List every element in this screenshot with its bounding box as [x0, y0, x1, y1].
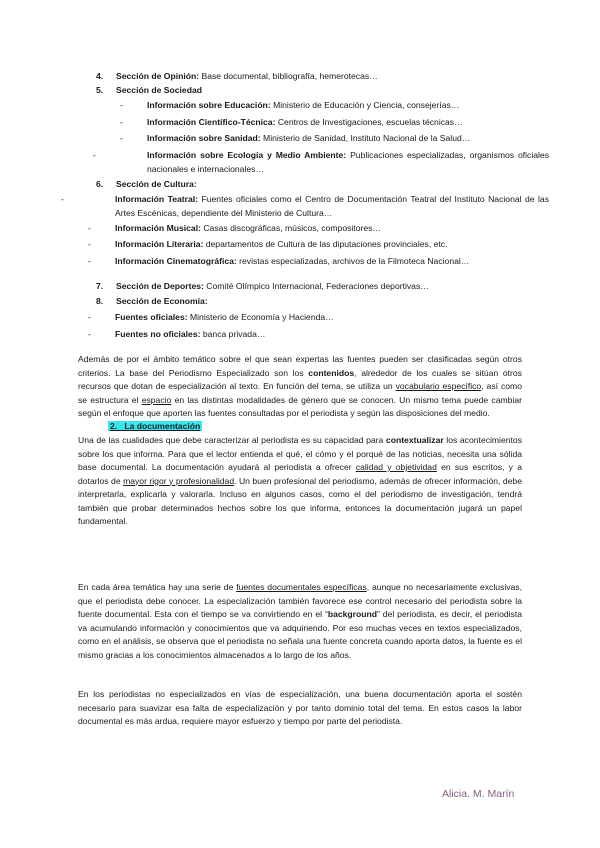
- paragraph-text: , aunque no necesariamente exclusivas, que el periodista debe conocer. La especialización también favorece ese control necesario del periodista sobre la fuente documental. Esta con el tiempo se va convirtiendo en el “: [78, 582, 522, 619]
- sub-item-cientifico-tecnica: [120, 116, 520, 130]
- list-item-seccion-opinion: [96, 70, 526, 84]
- sub-item-title: Información Musical:: [115, 223, 201, 233]
- paragraph-clasificacion-fuentes: [78, 353, 522, 421]
- dash-bullet: -: [88, 312, 91, 322]
- sub-item-text: Centros de Investigaciones, escuelas técnicas…: [275, 117, 463, 127]
- keyword-contenidos: contenidos: [308, 367, 355, 378]
- sub-item-fuentes-no-oficiales: [88, 328, 522, 342]
- sub-item-title: Información Cinematográfica:: [115, 256, 237, 266]
- heading-text: 2. La documentación: [110, 421, 201, 431]
- list-number: 4.: [96, 71, 104, 81]
- sub-item-text: Fuentes oficiales como el Centro de Documentación Teatral del Instituto Nacional de las Artes Escénicas, dependiente del Ministerio de Cultura…: [115, 194, 549, 218]
- list-item-title: Sección de Opinión:: [116, 71, 200, 81]
- paragraph-text: los acontecimientos sobre los que informa. Para que el lector entienda el qué, el cómo y el porqué de las noticias, necesita una sólida base documental. La documentación ayudará al periodista a ofrecer: [78, 435, 522, 472]
- sub-item-musical: [88, 222, 522, 236]
- list-item-text: Comité Olímpico Internacional, Federaciones deportivas…: [203, 281, 429, 291]
- keyword-vocabulario: vocabulario específico: [395, 381, 482, 391]
- list-item-seccion-deportes: [96, 280, 526, 294]
- sub-item-title: Información sobre Sanidad:: [147, 133, 261, 143]
- sub-item-text: Publicaciones especializadas, organismos oficiales nacionales e internacionales…: [147, 150, 549, 174]
- sub-item-title: Fuentes oficiales:: [115, 312, 188, 322]
- keyword-contextualizar: contextualizar: [385, 435, 444, 445]
- sub-item-literaria: [88, 238, 522, 252]
- list-item-text: Base documental, bibliografía, hemerotecas…: [199, 71, 378, 81]
- list-item-seccion-economia: [96, 295, 526, 309]
- sub-item-educacion: [120, 99, 520, 113]
- dash-bullet: -: [88, 329, 91, 339]
- sub-item-title: Información sobre Ecología y Medio Ambiente:: [147, 150, 347, 160]
- list-item-seccion-sociedad: [96, 84, 526, 98]
- paragraph-text: En cada área temática hay una serie de: [78, 582, 237, 592]
- sub-item-fuentes-oficiales: [88, 311, 522, 325]
- sub-item-text: revistas especializadas, archivos de la Filmoteca Nacional…: [236, 256, 470, 266]
- author-footer: Alicia. M. Marín: [442, 788, 515, 800]
- paragraph-fuentes-documentales: [78, 581, 522, 662]
- keyword-fuentes-documentales: fuentes documentales específicas: [236, 582, 367, 592]
- list-item-title: Sección de Cultura:: [116, 179, 197, 189]
- section-heading: [108, 420, 408, 434]
- paragraph-text: Además de por el ámbito temático sobre el que sean expertas las fuentes pueden ser clasificadas según otros criterios. La base del Periodismo Especializado son los: [78, 354, 522, 378]
- sub-item-teatral: [61, 193, 549, 220]
- sub-item-text: departamentos de Cultura de las diputaciones provinciales, etc.: [203, 239, 448, 249]
- sub-item-title: Información Científico-Técnica:: [147, 117, 276, 127]
- dash-bullet: -: [88, 223, 91, 233]
- dash-bullet: -: [88, 239, 91, 249]
- dash-bullet: -: [88, 256, 91, 266]
- dash-bullet: -: [120, 117, 123, 127]
- list-item-seccion-cultura: [96, 178, 526, 192]
- paragraph-text: , así como se estructura el: [78, 381, 522, 405]
- dash-bullet: -: [93, 150, 96, 160]
- paragraph-text: ” del periodista, es decir, el periodista va acumulando información y conocimientos que va adquiriendo. Por eso muchas veces en textos especializados, como en el análisis, se observa que el periodista no señala una fuente concreta cuando aporta datos, la fuente es el mismo gracias a los conocimientos almacenados a lo largo de los años.: [78, 609, 523, 660]
- sub-item-text: banca privada…: [200, 329, 266, 339]
- paragraph-text: en sus escritos, y a dotarlos de: [78, 462, 522, 486]
- paragraph-text: , alrededor de los cuales se sitúan otros recursos que dotan de especialización al texto. En función del tema, se utiliza un: [78, 367, 522, 391]
- sub-item-text: Ministerio de Sanidad, Instituto Nacional de la Salud…: [260, 133, 471, 143]
- paragraph-text: En los periodistas no especializados en vías de especialización, una buena documentación aporta el sostén necesario para suavizar esa falta de especialización y por tanto dominio total del tema. En estos casos la labor documental es más ardua, requiere mayor esfuerzo y tiempo por parte del periodista.: [78, 689, 522, 726]
- dash-bullet: -: [61, 194, 64, 204]
- list-number: 7.: [96, 281, 104, 291]
- keyword-rigor: mayor rigor y profesionalidad: [123, 475, 235, 486]
- paragraph-text: . Un buen profesional del periodismo, además de ofrecer información, debe interpretarla, explicarla y valorarla. Incluso en algunos casos, como el del periodismo de investigación, tendrá también que probar determinados hechos sobre los que informa, entonces la documentación jugará un papel fundamental.: [78, 475, 522, 526]
- sub-item-title: Fuentes no oficiales:: [115, 329, 201, 339]
- paragraph-no-especializados: [78, 688, 522, 729]
- sub-item-title: Información Literaria:: [115, 239, 204, 249]
- list-number: 8.: [96, 296, 104, 306]
- dash-bullet: -: [120, 133, 123, 143]
- paragraph-documentacion: [78, 434, 522, 529]
- paragraph-text: Una de las cualidades que debe caracterizar al periodista es su capacidad para: [78, 435, 386, 445]
- sub-item-title: Información sobre Educación:: [147, 100, 271, 110]
- sub-item-cinematografica: [88, 255, 522, 269]
- list-number: 6.: [96, 179, 104, 189]
- keyword-espacio: espacio: [141, 394, 172, 405]
- sub-item-text: Casas discográficas, músicos, compositores…: [200, 223, 382, 233]
- list-item-title: Sección de Deportes:: [116, 281, 204, 291]
- keyword-background: background: [327, 609, 378, 619]
- list-number: 5.: [96, 85, 104, 95]
- paragraph-text: en las distintas modalidades de género que se conocen. Un mismo tema puede cambiar según el enfoque que aporten las fuentes consultadas por el periodista y según las disposiciones del medio.: [78, 394, 522, 418]
- list-item-title: Sección de Economía:: [116, 296, 208, 306]
- sub-item-text: Ministerio de Educación y Ciencia, consejerías…: [270, 100, 460, 110]
- sub-item-text: Ministerio de Economía y Hacienda…: [187, 312, 334, 322]
- list-item-title: Sección de Sociedad: [116, 85, 202, 95]
- keyword-calidad: calidad y objetividad: [355, 462, 437, 472]
- dash-bullet: -: [120, 100, 123, 110]
- sub-item-title: Información Teatral:: [115, 194, 199, 204]
- sub-item-ecologia: [93, 149, 549, 176]
- sub-item-sanidad: [120, 132, 520, 146]
